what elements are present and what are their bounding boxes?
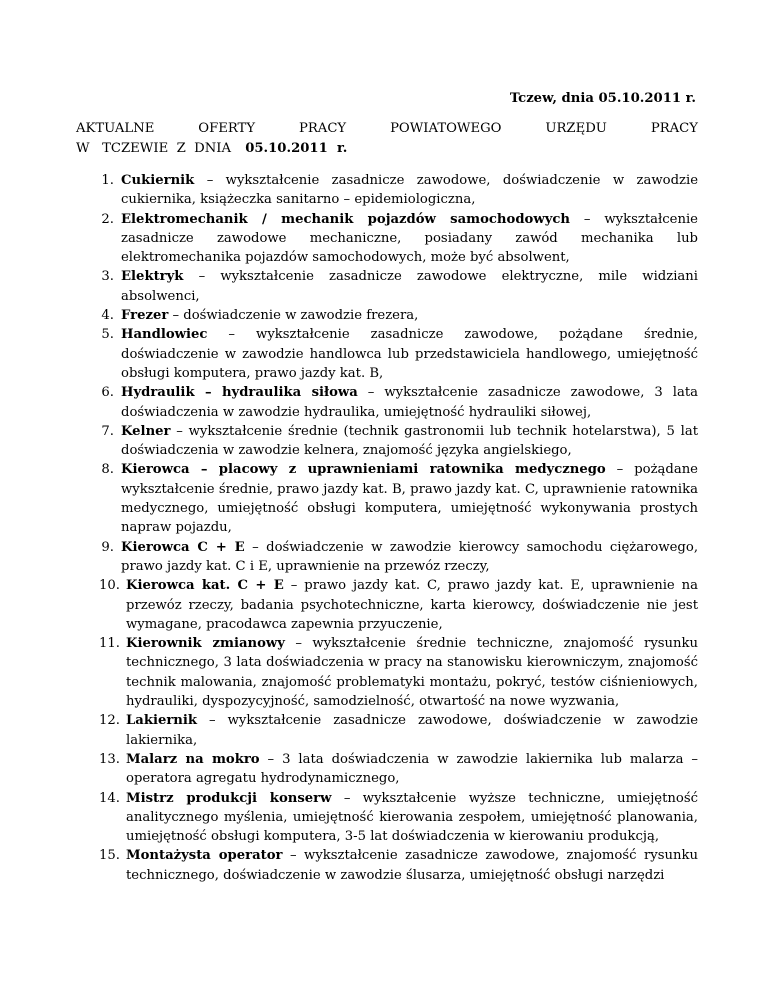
document-date: Tczew, dnia 05.10.2011 r. — [509, 91, 696, 106]
offer-description: – pożądane wykształcenie średnie, prawo jazdy kat. B, prawo jazdy kat. C, uprawnienie ratownika medycznego, umiejętność obsługi komputera, umiejętność wykonywania prostych napraw pojazdu, — [121, 462, 698, 536]
offer-number: 10. — [99, 578, 120, 594]
job-offer-item — [0, 750, 768, 789]
offer-number: 4. — [101, 308, 114, 324]
job-offer-item — [0, 210, 768, 268]
job-offer-item — [0, 538, 768, 577]
offer-number: 2. — [101, 211, 114, 227]
job-offer-item — [0, 576, 768, 634]
offer-description: – doświadczenie w zawodzie frezera, — [168, 308, 419, 324]
job-offer-item — [0, 846, 768, 885]
offer-description: – wykształcenie zasadnicze zawodowe, pożądane średnie, doświadczenie w zawodzie handlowca lub przedstawiciela handlowego, umiejętność obsługi komputera, prawo jazdy kat. B, — [121, 327, 698, 381]
offer-title: Montażysta operator — [126, 848, 283, 864]
offer-title: Kierowca – placowy z uprawnieniami ratownika medycznego — [121, 462, 606, 478]
offer-number: 14. — [99, 790, 120, 806]
job-offer-item — [0, 267, 768, 306]
offer-title: Elektromechanik / mechanik pojazdów samochodowych — [121, 211, 570, 227]
offer-title: Handlowiec — [121, 327, 208, 343]
title-word: AKTUALNE — [76, 121, 155, 136]
offer-title: Lakiernik — [126, 713, 198, 729]
offer-description: – wykształcenie średnie (technik gastronomii lub technik hotelarstwa), 5 lat doświadczenia w zawodzie kelnera, znajomość języka angielskiego, — [121, 423, 698, 459]
job-offer-item — [0, 422, 768, 461]
job-offer-item — [0, 711, 768, 750]
title-word: PRACY — [650, 121, 698, 136]
offer-title: Cukiernik — [121, 173, 195, 188]
offer-number: 1. — [101, 173, 114, 188]
document-title — [76, 119, 698, 159]
title-word: POWIATOWEGO — [390, 121, 502, 136]
offer-description: – wykształcenie wyższe techniczne, umiejętność analitycznego myślenia, umiejętność kierowania zespołem, umiejętność planowania, umiejętność obsługi komputera, 3-5 lat doświadczenia w kierowaniu produkcją, — [126, 790, 698, 845]
offer-title: Mistrz produkcji konserw — [126, 790, 332, 806]
offer-number: 7. — [101, 423, 114, 439]
offer-title: Hydraulik – hydraulika siłowa — [121, 385, 358, 401]
offer-number: 15. — [99, 848, 120, 864]
offer-description: – wykształcenie zasadnicze zawodowe, doświadczenie w zawodzie cukiernika, książeczka sanitarno – epidemiologiczna, — [121, 173, 698, 208]
offer-description: – wykształcenie zasadnicze zawodowe mechaniczne, posiadany zawód mechanika lub elektromechanika pojazdów samochodowych, może być absolwent, — [121, 211, 698, 266]
offer-description: – 3 lata doświadczenia w zawodzie lakiernika lub malarza – operatora agregatu hydrodynamicznego, — [126, 751, 698, 787]
offer-description: – wykształcenie zasadnicze zawodowe, 3 lata doświadczenia w zawodzie hydraulika, umiejętność hydrauliki siłowej, — [121, 385, 699, 420]
title-prefix: W TCZEWIE Z DNIA — [76, 141, 231, 156]
offer-number: 11. — [99, 636, 120, 652]
offer-title: Kelner — [121, 423, 171, 439]
job-offer-item — [0, 634, 768, 711]
title-line-1 — [76, 119, 698, 139]
job-offer-item — [0, 171, 768, 210]
offer-description: – wykształcenie zasadnicze zawodowe, doświadczenie w zawodzie lakiernika, — [126, 713, 698, 748]
offer-title: Frezer — [121, 308, 169, 324]
offer-description: – doświadczenie w zawodzie kierowcy samochodu ciężarowego, prawo jazdy kat. C i E, uprawnienie na przewóz rzeczy, — [121, 539, 699, 574]
job-offer-item — [0, 306, 768, 325]
offer-title: Kierowca kat. C + E — [126, 578, 284, 594]
offer-number: 8. — [101, 462, 114, 478]
title-line-2 — [76, 139, 698, 159]
offer-title: Kierowca C + E — [121, 539, 245, 555]
offer-description: – prawo jazdy kat. C, prawo jazdy kat. E, uprawnienie na przewóz rzeczy, badania psychotechniczne, karta kierowcy, doświadczenie nie jest wymagane, pracodawca zapewnia przyuczenie, — [126, 578, 699, 632]
title-word: PRACY — [299, 121, 347, 136]
offer-description: – wykształcenie zasadnicze zawodowe, znajomość rysunku technicznego, doświadczenie w zawodzie ślusarza, umiejętność obsługi narzędzi — [126, 848, 698, 883]
offer-description: – wykształcenie średnie techniczne, znajomość rysunku technicznego, 3 lata doświadczenia w pracy na stanowisku kierowniczym, znajomość technik malowania, znajomość problematyki montażu, pokryć, testów ciśnieniowych, hydrauliki, dyspozycyjność, samodzielność, otwartość na nowe wyzwania, — [126, 636, 699, 710]
offer-number: 13. — [99, 751, 120, 767]
job-offer-item — [0, 789, 768, 847]
offer-number: 3. — [101, 269, 114, 285]
title-date: 05.10.2011 r. — [245, 141, 348, 156]
offer-number: 6. — [101, 385, 114, 401]
offer-number: 12. — [99, 713, 120, 729]
job-offer-list — [0, 171, 768, 885]
offer-number: 5. — [101, 327, 114, 343]
offer-description: – wykształcenie zasadnicze zawodowe elektryczne, mile widziani absolwenci, — [121, 269, 698, 304]
offer-title: Elektryk — [121, 269, 184, 285]
job-offer-item — [0, 325, 768, 383]
offer-number: 9. — [101, 539, 114, 555]
job-offer-item — [0, 383, 768, 422]
offer-title: Kierownik zmianowy — [126, 636, 285, 652]
job-offer-item — [0, 460, 768, 537]
title-word: URZĘDU — [545, 121, 607, 136]
offer-title: Malarz na mokro — [126, 751, 260, 767]
title-word: OFERTY — [198, 121, 256, 136]
